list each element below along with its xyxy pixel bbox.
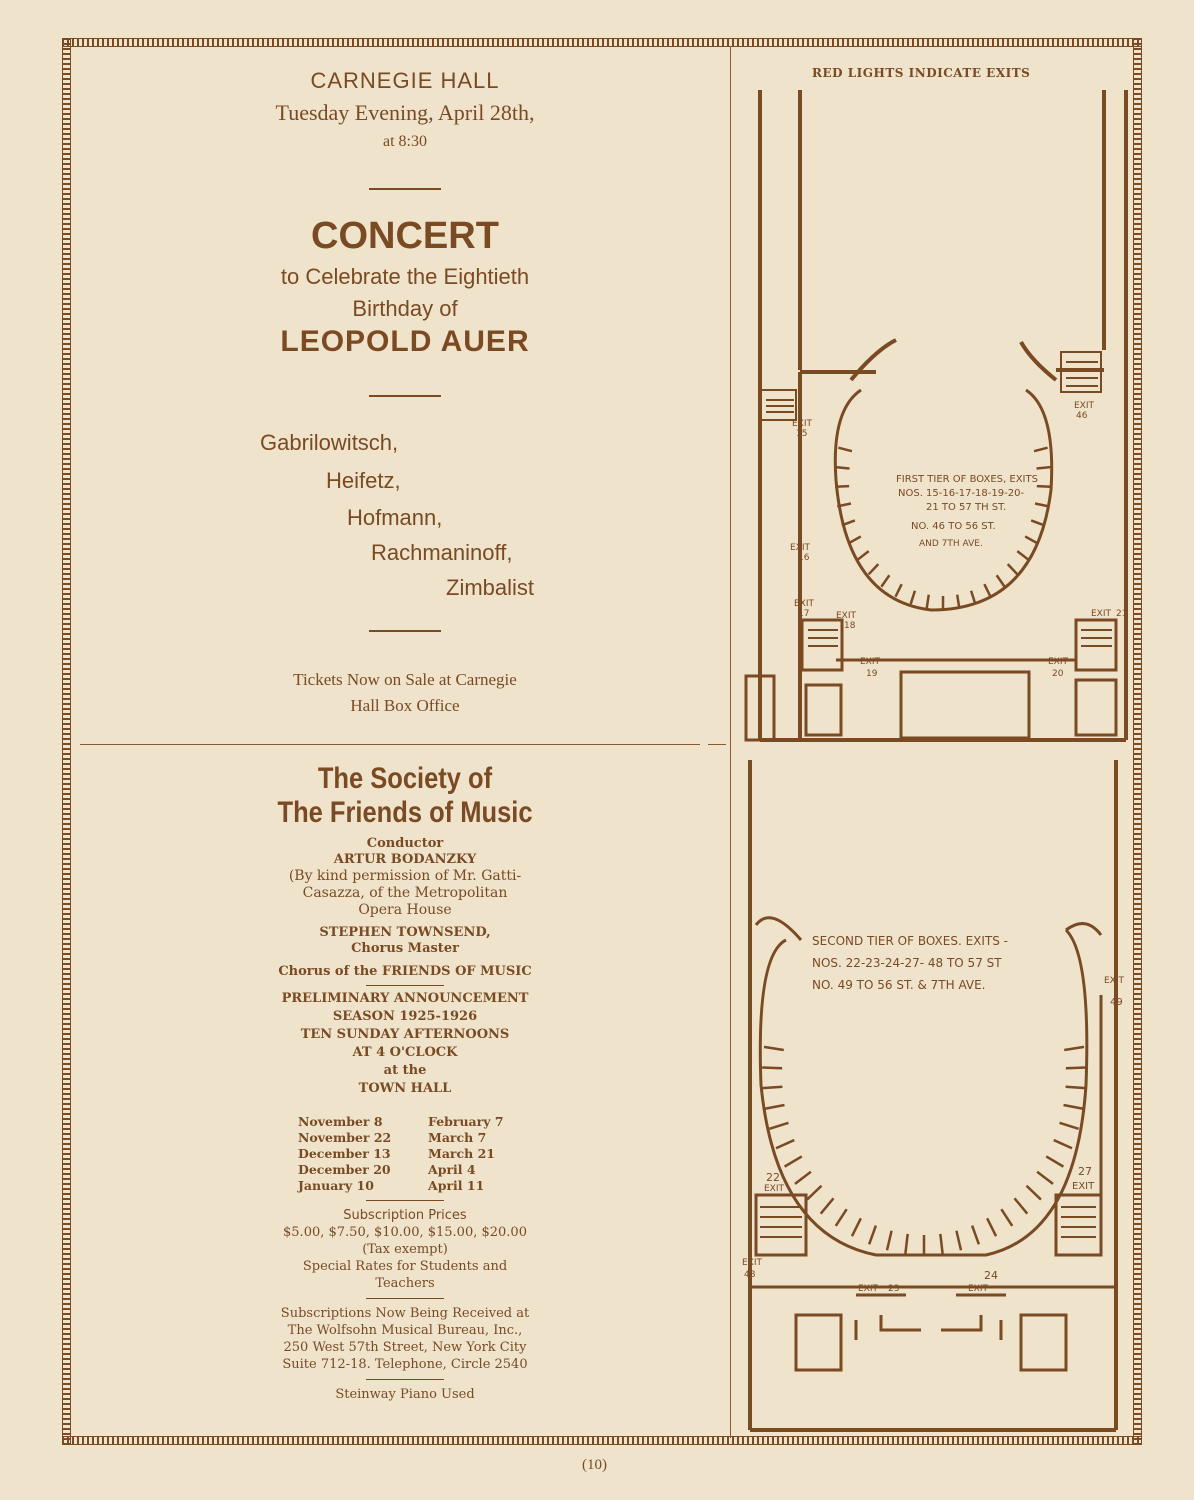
subscriptions-line: 250 West 57th Street, New York City [283, 1340, 527, 1355]
exit-label: EXIT [764, 1184, 785, 1194]
announcement-line: TEN SUNDAY AFTERNOONS [300, 1027, 510, 1042]
box-partition [927, 595, 929, 609]
subscriptions-line: Subscriptions Now Being Received at [280, 1306, 530, 1321]
box-partition [987, 1218, 996, 1236]
exit-number: 17 [798, 609, 810, 619]
rule [366, 985, 444, 986]
date-cell: March 7 [428, 1130, 487, 1145]
box-partition [1066, 1067, 1086, 1068]
box-partition [1001, 1209, 1012, 1226]
exit-number: 20 [1052, 669, 1064, 679]
artist-name: Rachmaninoff, [371, 540, 513, 565]
box-partition [1031, 520, 1044, 525]
box-partition [785, 1156, 802, 1166]
rule [369, 188, 441, 190]
date-cell: January 10 [298, 1178, 374, 1193]
box-partition [1037, 467, 1051, 468]
conductor-label: Conductor [366, 836, 444, 851]
prices-label: Subscription Prices [343, 1208, 467, 1223]
date-cell: February 7 [428, 1114, 504, 1129]
border-left [62, 38, 71, 1445]
box-partition [1008, 564, 1018, 574]
exit-number: 49 [1110, 997, 1123, 1008]
box-partition [795, 1172, 811, 1184]
box-partition [776, 1140, 794, 1148]
society-notice [250, 762, 560, 1097]
rates-line: Teachers [375, 1276, 435, 1291]
box-partition [762, 1067, 782, 1068]
announcement-line: PRELIMINARY ANNOUNCEMENT [281, 991, 529, 1006]
box-partition [1026, 1186, 1040, 1200]
box-partition [769, 1123, 788, 1129]
exit-number: 16 [798, 553, 810, 563]
event-title: CONCERT [311, 215, 499, 257]
box-partition [1054, 1140, 1072, 1148]
box-partition [1064, 1047, 1084, 1050]
date-row [298, 1130, 538, 1146]
box-partition [852, 1218, 861, 1236]
announcement-line: at the [383, 1063, 427, 1078]
exit-label: EXIT [742, 1258, 763, 1268]
border-bottom [62, 1436, 1142, 1445]
box-partition [1037, 1172, 1053, 1184]
box-partition [835, 486, 849, 487]
exits-header: RED LIGHTS INDICATE EXITS [812, 66, 1031, 80]
box-partition [984, 584, 990, 597]
exit-number: 46 [1076, 411, 1088, 421]
announcement-line: AT 4 O'CLOCK [352, 1045, 458, 1060]
tickets-line-2: Hall Box Office [350, 696, 460, 715]
box-partition [869, 564, 879, 574]
box-partition [905, 1234, 907, 1254]
announcement-line: TOWN HALL [358, 1081, 452, 1096]
tickets-line-1: Tickets Now on Sale at Carnegie [293, 670, 517, 689]
rule [366, 1200, 444, 1201]
section-divider-stub [708, 744, 726, 745]
artist-name: Heifetz, [326, 468, 401, 493]
date-cell: December 20 [298, 1162, 391, 1177]
tax-note: (Tax exempt) [362, 1242, 448, 1257]
exit-label: EXIT [1091, 609, 1112, 619]
page-number: (10) [582, 1457, 607, 1473]
date-cell: November 22 [298, 1130, 392, 1145]
exit-number: 18 [844, 621, 856, 631]
box-partition [1063, 1105, 1083, 1109]
exit-number: 27 [1078, 1165, 1092, 1178]
exit-label: EXIT [860, 657, 881, 667]
venue-title: CARNEGIE HALL [310, 68, 500, 93]
box-partition [1035, 504, 1049, 507]
box-partition [1060, 1123, 1079, 1129]
artist-name: Hofmann, [347, 505, 443, 530]
rule [369, 630, 441, 632]
box-partition [956, 1231, 961, 1250]
rule [366, 1298, 444, 1299]
first-tier-caption: FIRST TIER OF BOXES, EXITS [896, 474, 1038, 485]
subtitle-line-1: to Celebrate the Eightieth [280, 264, 530, 289]
box-partition [858, 551, 869, 560]
box-partition [972, 1226, 979, 1245]
time-line: at 8:30 [383, 133, 427, 150]
chorus-master-name: STEPHEN TOWNSEND, [319, 925, 491, 940]
artist-name: Zimbalist [446, 575, 535, 600]
column-divider [730, 46, 731, 1438]
second-tier-plan [736, 755, 1136, 1435]
date-cell: December 13 [298, 1146, 391, 1161]
exit-label: EXIT [790, 543, 811, 553]
subscription-info [250, 1200, 560, 1403]
box-partition [1037, 486, 1051, 487]
box-partition [887, 1231, 892, 1250]
exit-label: EXIT [1072, 1181, 1095, 1192]
subscriptions-line: Suite 712-18. Telephone, Circle 2540 [282, 1357, 528, 1372]
first-tier-caption: NOS. 15-16-17-18-19-20- [898, 488, 1025, 499]
box-partition [764, 1047, 784, 1050]
society-title-2: The Friends of Music [277, 796, 533, 829]
box-partition [895, 584, 901, 597]
second-tier-caption: SECOND TIER OF BOXES. EXITS - [812, 934, 1009, 948]
exit-number: 48 [744, 1270, 756, 1280]
chorus-line: Chorus of the FRIENDS OF MUSIC [278, 964, 532, 979]
subtitle-line-2: Birthday of [352, 296, 458, 321]
box-partition [807, 1186, 821, 1200]
box-partition [765, 1105, 785, 1109]
box-partition [869, 1226, 876, 1245]
date-row [298, 1146, 538, 1162]
permission-line: Opera House [358, 902, 452, 918]
honoree-name: LEOPOLD AUER [280, 325, 530, 358]
box-partition [762, 1087, 782, 1088]
rates-line: Special Rates for Students and [302, 1259, 508, 1274]
exit-number: 23 [888, 1284, 900, 1294]
concert-dates [298, 1114, 538, 1194]
exit-label: EXIT [858, 1284, 879, 1294]
exit-label: EXIT [792, 419, 813, 429]
exit-label: EXIT [836, 611, 857, 621]
box-partition [838, 448, 852, 451]
artist-name: Gabrilowitsch, [260, 430, 399, 455]
announcement-line: SEASON 1925-1926 [332, 1009, 478, 1024]
rule [366, 1379, 444, 1380]
rule [369, 395, 441, 397]
permission-line: (By kind permission of Mr. Gatti- [288, 868, 522, 884]
first-tier-caption: 21 TO 57 TH ST. [926, 502, 1007, 513]
first-tier-caption: NO. 46 TO 56 ST. [911, 521, 996, 532]
box-partition [836, 467, 850, 468]
box-partition [1046, 1156, 1063, 1166]
box-partition [997, 575, 1005, 586]
box-partition [821, 1198, 834, 1213]
prices: $5.00, $7.50, $10.00, $15.00, $20.00 [283, 1225, 527, 1240]
box-partition [940, 1234, 942, 1254]
date-row [298, 1178, 538, 1194]
box-partition [971, 591, 975, 604]
date-cell: November 8 [298, 1114, 383, 1129]
date-cell: April 4 [428, 1162, 476, 1177]
exit-label: EXIT [1074, 401, 1095, 411]
box-partition [911, 591, 915, 604]
date-line: Tuesday Evening, April 28th, [275, 100, 535, 125]
chorus-master-role: Chorus Master [351, 941, 459, 956]
exit-label: EXIT [794, 599, 815, 609]
exit-number: 24 [984, 1269, 998, 1282]
date-cell: March 21 [428, 1146, 495, 1161]
exit-number: 22 [766, 1171, 780, 1184]
box-partition [836, 1209, 847, 1226]
first-tier-caption: AND 7TH AVE. [919, 539, 983, 549]
exit-label: EXIT [1048, 657, 1069, 667]
second-tier-caption: NO. 49 TO 56 ST. & 7TH AVE. [812, 978, 986, 992]
second-tier-caption: NOS. 22-23-24-27- 48 TO 57 ST [812, 956, 1002, 970]
exit-number: 21 [1116, 609, 1128, 619]
box-partition [1015, 1198, 1028, 1213]
society-title-1: The Society of [317, 762, 493, 795]
piano-note: Steinway Piano Used [335, 1387, 475, 1402]
date-row [298, 1114, 538, 1130]
box-partition [849, 536, 861, 543]
date-cell: April 11 [428, 1178, 485, 1193]
exit-label: EXIT [1104, 976, 1125, 986]
exit-label: EXIT [968, 1284, 989, 1294]
subscriptions-line: The Wolfsohn Musical Bureau, Inc., [287, 1323, 523, 1338]
first-tier-plan [736, 80, 1136, 745]
section-divider [80, 744, 700, 745]
box-partition [1066, 1087, 1086, 1088]
box-partition [881, 575, 889, 586]
box-partition [1025, 536, 1037, 543]
box-partition [1017, 551, 1028, 560]
exit-number: 15 [796, 429, 808, 439]
conductor-name: ARTUR BODANZKY [333, 852, 477, 867]
box-partition [1034, 448, 1048, 451]
concert-notice [80, 0, 730, 740]
exit-number: 19 [866, 669, 878, 679]
date-row [298, 1162, 538, 1178]
permission-line: Casazza, of the Metropolitan [302, 885, 508, 901]
